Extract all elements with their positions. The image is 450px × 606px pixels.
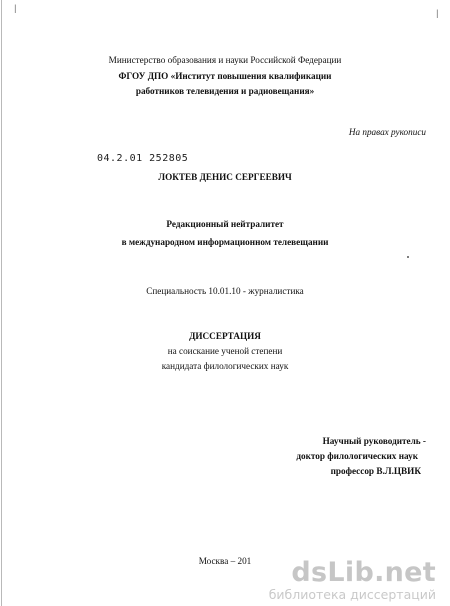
ministry-line: Министерство образования и науки Российской Федерации [108, 55, 342, 65]
author-name: ЛОКТЕВ ДЕНИС СЕРГЕЕВИЧ [158, 172, 292, 182]
title-line-2: в международном информационном телевещании [121, 237, 329, 247]
scan-mark-top-right: ǀ [436, 9, 439, 19]
supervisor-line-1: Научный руководитель - [322, 436, 426, 446]
institute-line-1: ФГОУ ДПО «Институт повышения квалификации [118, 71, 332, 81]
speck [407, 256, 409, 258]
degree-line-2: кандидата филологических наук [161, 361, 289, 371]
dslib-watermark [269, 559, 436, 602]
watermark-subtitle: библиотека диссертаций [268, 587, 436, 602]
city-year: Москва – 201 [198, 556, 252, 566]
scan-mark-top-left: ǀ [14, 4, 17, 14]
work-type-label: ДИССЕРТАЦИЯ [189, 331, 261, 341]
degree-line-1: на соискание ученой степени [167, 346, 283, 356]
specialty-line: Специальность 10.01.10 - журналистика [146, 286, 304, 296]
supervisor-line-3: профессор В.Л.ЦВИК [330, 466, 421, 476]
watermark-logo [269, 559, 436, 587]
archive-stamp: 04.2.01 252805 [97, 153, 189, 164]
title-line-1: Редакционный нейтралитет [166, 219, 284, 229]
institute-line-2: работников телевидения и радиовещания» [135, 86, 315, 96]
manuscript-note: На правах рукописи [348, 127, 426, 137]
watermark-logo-text: dsLib.net [291, 557, 436, 588]
supervisor-line-2: доктор филологических наук [296, 451, 418, 461]
